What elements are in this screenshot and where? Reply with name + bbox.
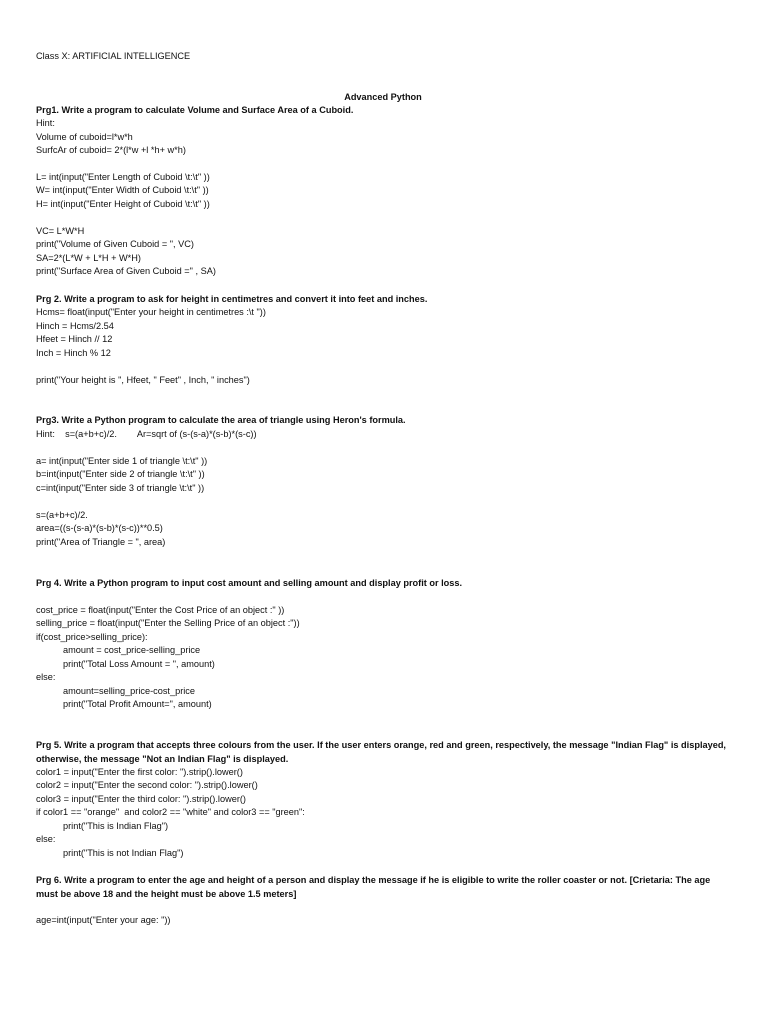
prg2-code-line: Hfeet = Hinch // 12 [36,334,113,344]
prg1-code-line: L= int(input("Enter Length of Cuboid \t:\t" )) [36,172,210,182]
prg1-code-line: VC= L*W*H [36,226,85,236]
prg4-code-line: cost_price = float(input("Enter the Cost Price of an object :" )) [36,605,285,615]
prg5-code-line: else: [36,834,56,844]
prg6-code-line: age=int(input("Enter your age: ")) [36,915,171,925]
prg2-code-line: Inch = Hinch % 12 [36,348,111,358]
prg4-code-line: else: [36,672,56,682]
prg2-title: Prg 2. Write a program to ask for height in centimetres and convert it into feet and inches. [36,294,428,304]
prg5-code-line: print("This is Indian Flag") [63,821,169,831]
prg1-code-line: print("Surface Area of Given Cuboid =" , SA) [36,266,216,276]
prg3-code-line: b=int(input("Enter side 2 of triangle \t:\t" )) [36,469,205,479]
prg3-code-line: a= int(input("Enter side 1 of triangle \t:\t" )) [36,456,208,466]
prg1-hint-line: Volume of cuboid=l*w*h [36,132,133,142]
prg4-title: Prg 4. Write a Python program to input cost amount and selling amount and display profit or loss. [36,578,463,588]
prg4-code-line: amount = cost_price-selling_price [63,645,201,655]
prg1-code-line: W= int(input("Enter Width of Cuboid \t:\t" )) [36,185,209,195]
prg5-code-line: color1 = input("Enter the first color: ").strip().lower() [36,767,243,777]
prg2-code-line: Hinch = Hcms/2.54 [36,321,114,331]
prg2-code-line: Hcms= float(input("Enter your height in centimetres :\t ")) [36,307,266,317]
section-title: Advanced Python [344,92,422,102]
prg3-code-line: area=((s-(s-a)*(s-b)*(s-c))**0.5) [36,523,163,533]
prg4-code-line: amount=selling_price-cost_price [63,686,196,696]
prg3-code-line: c=int(input("Enter side 3 of triangle \t:\t" )) [36,483,205,493]
prg5-code-line: if color1 == "orange" and color2 == "white" and color3 == "green": [36,807,305,817]
prg1-title: Prg1. Write a program to calculate Volume and Surface Area of a Cuboid. [36,105,354,115]
prg4-code-line: print("Total Loss Amount = ", amount) [63,659,215,669]
prg4-code-line: selling_price = float(input("Enter the Selling Price of an object :")) [36,618,300,628]
prg5-code-line: color2 = input("Enter the second color: ").strip().lower() [36,780,258,790]
prg4-code-line: if(cost_price>selling_price): [36,632,148,642]
prg5-code-line: print("This is not Indian Flag") [63,848,184,858]
prg3-code-line: print("Area of Triangle = ", area) [36,537,166,547]
prg5-title: Prg 5. Write a program that accepts three colours from the user. If the user enters orange, red and green, respectively, the message "Indian Flag" is displayed, otherwise, the message "Not an Indian Flag" is displayed. [36,740,726,764]
prg1-code-line: SA=2*(L*W + L*H + W*H) [36,253,141,263]
prg1-code-line: print("Volume of Given Cuboid = ", VC) [36,239,194,249]
prg5-code-line: color3 = input("Enter the third color: ").strip().lower() [36,794,246,804]
prg6-title: Prg 6. Write a program to enter the age and height of a person and display the message if he is eligible to write the roller coaster or not. [Crietaria: The age must be above 18 and the height must be above 1.5 meters] [36,875,711,899]
document-page [36,0,736,1024]
prg1-hint-label: Hint: [36,118,55,128]
prg3-code-line: s=(a+b+c)/2. [36,510,88,520]
document-header: Class X: ARTIFICIAL INTELLIGENCE [36,51,191,61]
prg4-code-line: print("Total Profit Amount=", amount) [63,699,212,709]
prg1-hint-line: SurfcAr of cuboid= 2*(l*w +l *h+ w*h) [36,145,186,155]
prg3-title: Prg3. Write a Python program to calculate the area of triangle using Heron's formula. [36,415,406,425]
prg3-hint: Hint: s=(a+b+c)/2. Ar=sqrt of (s-(s-a)*(s-b)*(s-c)) [36,429,257,439]
prg2-code-line: print("Your height is ", Hfeet, " Feet" , Inch, " inches") [36,375,250,385]
prg1-code-line: H= int(input("Enter Height of Cuboid \t:\t" )) [36,199,210,209]
